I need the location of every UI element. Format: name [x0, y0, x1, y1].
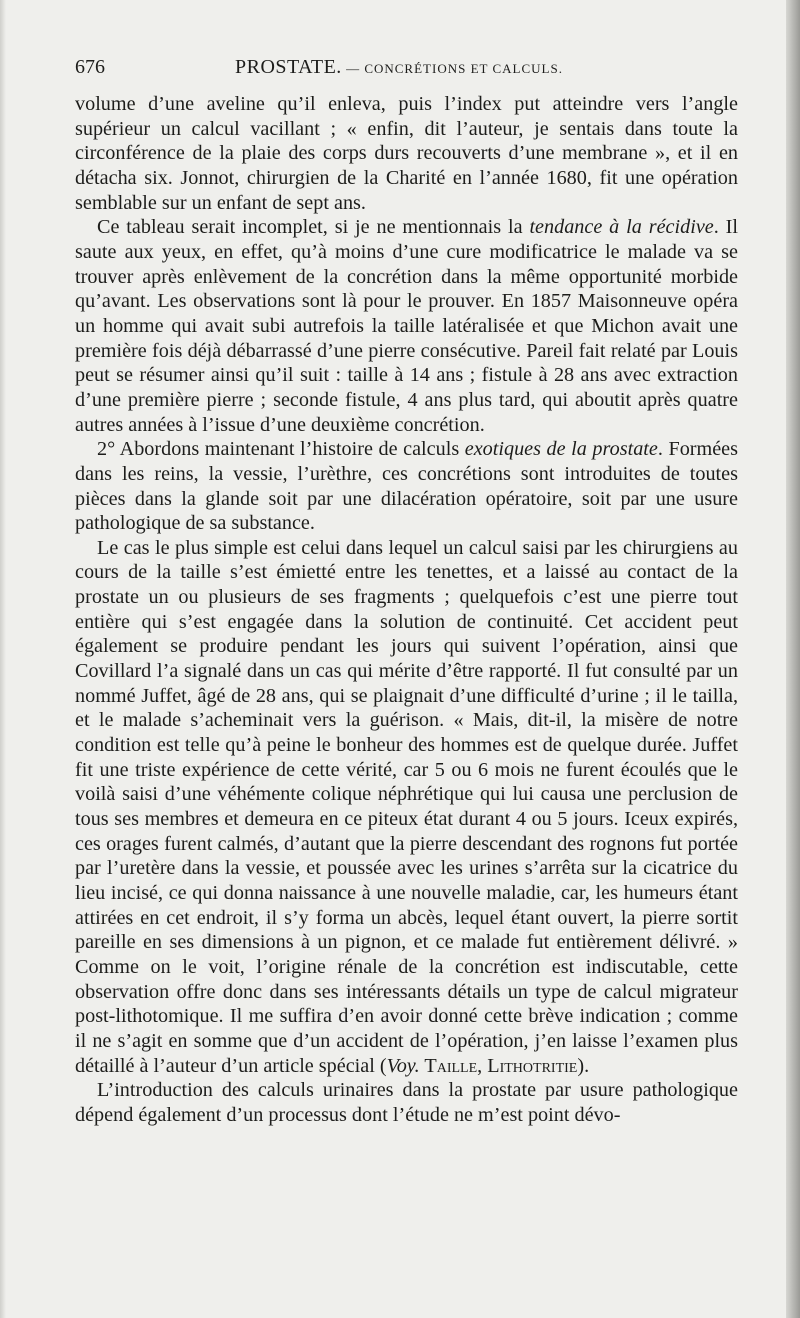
paragraph	[75, 437, 738, 536]
paragraph-text: volume d’une aveline qu’il enleva, puis l’index put atteindre vers l’angle supérieur un calcul vacillant ; « enfin, dit l’auteur, je sentais dans toute la circonférence de la plaie des corps durs recouverts d’une membrane », et il en détacha six. Jonnot, chirurgien de la Charité en l’année 1680, fit une opération semblable sur un enfant de sept ans.	[75, 93, 738, 214]
page-number: 676	[75, 56, 105, 78]
paragraph	[75, 215, 738, 437]
running-title	[235, 56, 563, 79]
paragraph-text: Ce tableau serait incomplet, si je ne mentionnais la	[97, 216, 530, 239]
paragraph-text: . Formées dans les reins, la vessie, l’urèthre, ces concrétions sont introduites de toutes pièces dans la glande soit par une dilacération opératoire, soit par une usure pathologique de sa substance.	[75, 438, 738, 535]
running-header	[75, 56, 735, 88]
paragraph-text: L’introduction des calculs urinaires dans la prostate par usure pathologique dépend également d’un processus dont l’étude ne m’est point dévo-	[75, 1079, 738, 1126]
page-binding-shadow	[786, 0, 800, 1318]
italic-phrase: tendance à la récidive	[529, 216, 714, 239]
italic-phrase: Voy.	[386, 1054, 420, 1077]
paragraph-text: Le cas le plus simple est celui dans lequel un calcul saisi par les chirurgiens au cours de la taille s’est émietté entre les tenettes, et a laissé au contact de la prostate un ou plusieurs de ses fragments ; quelquefois c’est une pierre tout entière qui s’est engagée dans la solution de continuité. Cet accident peut également se produire pendant les jours qui suivent l’opération, ainsi que Covillard l’a signalé dans un cas qui mérite d’être rapporté. Il fut consulté par un nommé Juffet, âgé de 28 ans, qui se plaignait d’une difficulté d’urine ; il le tailla, et le malade s’acheminait vers la guérison. « Mais, dit-il, la misère de notre condition est telle qu’à peine le bonheur des hommes est de quelque durée. Juffet fit une triste expérience de cette vérité, car 5 ou 6 mois ne furent écoulés que le voilà saisi d’une véhémente colique néphrétique qui lui causa une perclusion de tous ses membres et demeura en ce piteux état durant 4 ou 5 jours. Iceux expirés, ces orages furent calmés, d’autant que la pierre descendant des rognons fut portée par l’uretère dans la vessie, et poussée avec les urines s’arrêta sur la cicatrice du lieu incisé, ce qui donna naissance à une nouvelle maladie, car, les humeurs étant attirées en cet endroit, il s’y forma un abcès, lequel étant ouvert, la pierre sortit pareille en ses dimensions à un pignon, et ce malade fut entièrement délivré. » Comme on le voit, l’origine rénale de la concrétion est indiscutable, cette observation offre donc dans ses intéressants détails un type de calcul migrateur post-lithotomique. Il me suffira d’en avoir donné cette brève indication ; comme il ne s’agit en somme que d’un accident de l’opération, j’en laisse l’examen plus détaillé à l’auteur d’un article spécial (	[75, 536, 738, 1077]
paragraph-text: . Il saute aux yeux, en effet, qu’à moins d’une cure modificatrice le malade va se trouver après enlèvement de la concrétion dans la même opportunité morbide qu’avant. Les observations sont là pour le prouver. En 1857 Maisonneuve opéra un homme qui avait subi autrefois la taille latéralisée et que Michon avait une première fois déjà débarrassé d’une pierre consécutive. Pareil fait relaté par Louis peut se résumer ainsi qu’il suit : taille à 14 ans ; fistule à 28 ans avec extraction d’une première pierre ; seconde fistule, 4 ans plus tard, qui aboutit après quatre autres années à l’issue d’une deuxième concrétion.	[75, 216, 739, 436]
running-title-sub: — CONCRÉTIONS ET CALCULS.	[341, 61, 563, 76]
paragraph-text: 2° Abordons maintenant l’histoire de calculs	[97, 438, 465, 461]
page-left-edge	[0, 0, 6, 1318]
running-title-main: PROSTATE.	[235, 56, 342, 78]
body-text	[75, 92, 738, 1128]
paragraph	[75, 1078, 738, 1127]
small-caps-reference: Taille, Lithotritie	[419, 1054, 578, 1077]
paragraph	[75, 536, 738, 1078]
paragraph-text: ).	[577, 1054, 590, 1077]
italic-phrase: exotiques de la prostate	[464, 438, 658, 461]
paragraph	[75, 92, 738, 215]
